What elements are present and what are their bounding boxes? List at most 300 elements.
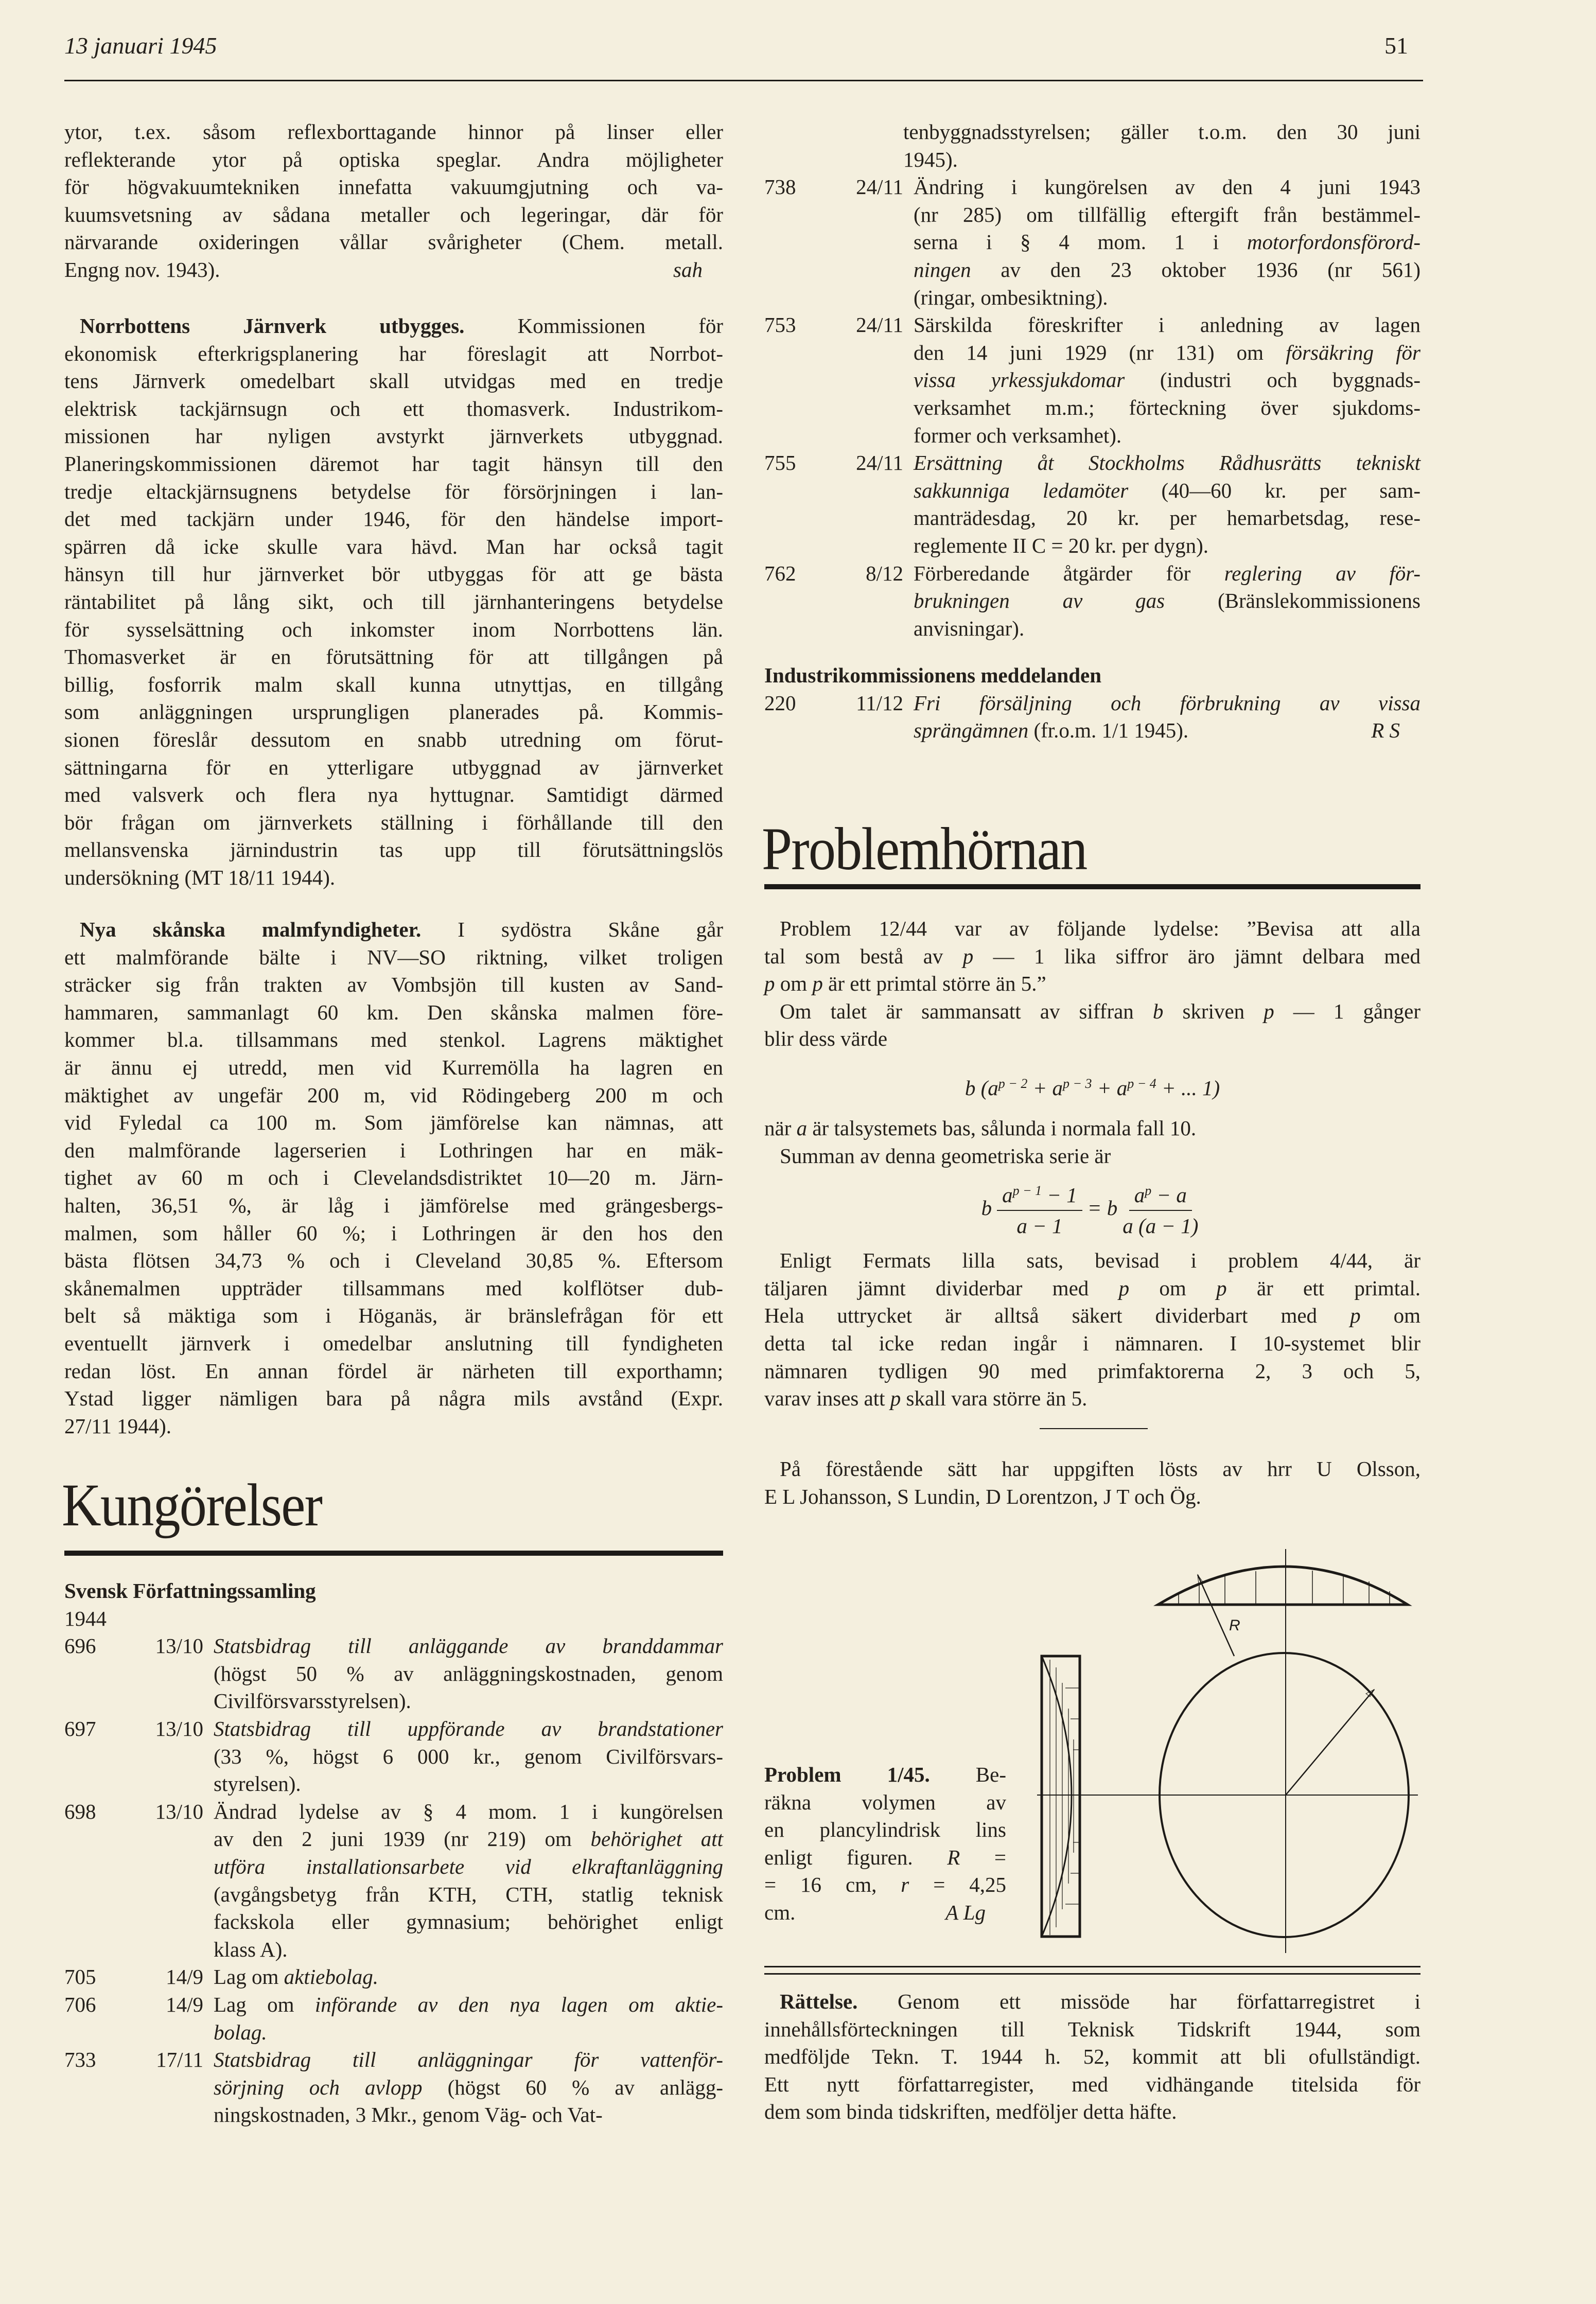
text-run: är ett primtal större än 5.”: [822, 972, 1046, 996]
rattelse-notice: [764, 1988, 1420, 2126]
text-run: elektrisk tackjärnsugn och ett thomasverk. Industrikom-: [64, 396, 723, 420]
text-run: former och verksamhet).: [914, 423, 1122, 447]
label-R: R: [1229, 1617, 1240, 1634]
text-line: [764, 1025, 1420, 1053]
text-run: bolag.: [214, 2020, 267, 2044]
article-norrbottens-jarnverk: [64, 312, 723, 891]
text-run: räntabilitet på lång sikt, och till järnhanteringens betydelse: [64, 589, 723, 613]
section-rule: [64, 1551, 723, 1556]
text-run: p: [764, 972, 775, 996]
text-run: anvisningar).: [914, 616, 1025, 640]
entry-date: 24/11: [856, 451, 903, 475]
text-run: sättningarna för en ytterligare utbyggnad av järnverket: [64, 755, 723, 779]
text-line: [764, 1483, 1420, 1511]
text-run: r: [901, 1873, 909, 1897]
text-run: Kommissionen för: [464, 314, 723, 338]
text-line: [914, 228, 1420, 256]
text-line: [214, 1881, 723, 1909]
text-run: Ystad ligger nämligen bara på några mils avstånd (Expr.: [64, 1386, 723, 1411]
text-line: [914, 201, 1420, 229]
text-line: [764, 2071, 1420, 2099]
entry-number: 753: [764, 313, 796, 337]
list-entry: [764, 173, 1420, 311]
problem-1-45: [764, 1761, 1006, 1927]
text-line: [214, 1632, 723, 1660]
radius-r-arrow: [1286, 1690, 1374, 1795]
text-line: [914, 615, 1420, 643]
text-run: billig, fosforrik malm skall kunna utnyttjas, en tillgång: [64, 672, 723, 696]
text-run: skriven: [1163, 999, 1264, 1023]
text-line: [64, 1220, 723, 1247]
text-line: [64, 228, 723, 256]
text-run: tighet av 60 m och i Clevelandsdistriktet 10—20 m. Järn-: [64, 1166, 723, 1190]
text-line: [64, 1247, 723, 1275]
sfs-heading: Svensk Författningssamling: [64, 1579, 316, 1603]
text-run: mellansvenska järnindustrin tas upp till förutsättningslös: [64, 838, 723, 862]
text-run: bästa flötsen 34,73 % och i Cleveland 30,85 %. Eftersom: [64, 1248, 723, 1273]
entry-date: 17/11: [156, 2048, 203, 2072]
text-run: — 1 lika siffror äro jämnt delbara med: [973, 944, 1420, 968]
text-run: ett malmförande bälte i NV—SO riktning, vilket troligen: [64, 945, 723, 969]
text-run: bör frågan om järnverkets ställning i förhållande till den: [64, 810, 723, 834]
text-run: Summan av denna geometriska serie är: [780, 1144, 1111, 1168]
text-run: p: [812, 972, 823, 996]
text-run: belt så mäktiga som i Höganäs, är bränslefrågan för ett: [64, 1304, 723, 1328]
entry-text: [214, 1798, 723, 1964]
text-line: [914, 366, 1420, 394]
sfs-entries-continued: [764, 173, 1420, 642]
text-run: klass A).: [214, 1937, 288, 1961]
text-line: [214, 1798, 723, 1826]
text-line: [914, 311, 1420, 339]
text-line: [764, 1816, 1006, 1844]
text-run: serna i § 4 mom. 1 i: [914, 230, 1247, 254]
text-line: [764, 1358, 1420, 1385]
text-run: p: [1216, 1276, 1227, 1300]
text-run: (33 %, högst 6 000 kr., genom Civilförsvars-: [214, 1744, 723, 1768]
text-line: [64, 781, 723, 809]
text-line: [64, 616, 723, 644]
text-run: Ersättning åt Stockholms Rådhusrätts tekniskt: [914, 451, 1420, 475]
text-line: [764, 1899, 1006, 1927]
text-line: [64, 916, 723, 944]
text-line: [914, 690, 1420, 717]
text-run: täljaren jämnt dividerbar med: [764, 1276, 1119, 1300]
text-run: Planeringskommissionen däremot har tagit hänsyn till den: [64, 451, 723, 476]
sfs-list: [64, 1577, 723, 2129]
formula-part: + ... 1): [1156, 1076, 1220, 1100]
text-run: Ändrad lydelse av § 4 mom. 1 i kungörelsen: [214, 1799, 723, 1823]
text-line: [64, 478, 723, 506]
text-run: är talsystemets bas, sålunda i normala fall 10.: [807, 1116, 1197, 1140]
formula-exponent: p: [1145, 1183, 1152, 1199]
industri-entries: [764, 690, 1420, 745]
text-line: [903, 146, 1420, 174]
formula-part: + a: [1027, 1076, 1063, 1100]
text-line: [764, 1844, 1006, 1872]
section-title-kungorelser: Kungörelser: [62, 1471, 322, 1539]
text-line: [64, 836, 723, 864]
text-run: (avgångsbetyg från KTH, CTH, statlig teknisk: [214, 1882, 723, 1906]
text-line: [214, 1825, 723, 1853]
formula-part: a: [1134, 1183, 1145, 1207]
formula-denominator: a − 1: [1016, 1214, 1063, 1238]
text-line: [64, 1275, 723, 1303]
list-entry: [764, 690, 1420, 745]
text-line: [764, 970, 1420, 998]
text-run: ytor, t.ex. såsom reflexborttagande hinnor på linser eller: [64, 120, 723, 144]
run-in-heading: Nya skånska malmfyndigheter.: [80, 918, 422, 941]
entry-number: 733: [64, 2048, 96, 2072]
text-line: [64, 1192, 723, 1220]
text-run: tal som bestå av: [764, 944, 963, 968]
text-run: Särskilda föreskrifter i anledning av lagen: [914, 313, 1420, 337]
text-line: [64, 726, 723, 754]
entry-text: [214, 1991, 723, 2046]
list-entry: [764, 560, 1420, 643]
text-run: undersökning (MT 18/11 1944).: [64, 865, 336, 889]
side-hatching: [1050, 1660, 1080, 1935]
text-line: [764, 2043, 1420, 2071]
text-run: p: [890, 1386, 901, 1411]
text-run: Lag om: [214, 1992, 315, 2016]
text-line: [64, 173, 723, 201]
text-run: innehållsförteckningen till Teknisk Tidskrift 1944, som: [764, 2017, 1420, 2041]
issue-date: 13 januari 1945: [64, 32, 217, 59]
text-run: fackskola eller gymnasium; behörighet enligt: [214, 1910, 723, 1934]
text-run: ningen: [914, 257, 971, 282]
problem-solution-intro: [764, 998, 1420, 1053]
fraction: [997, 1176, 1082, 1241]
lens-top-view: [1158, 1567, 1408, 1605]
text-line: [64, 864, 723, 892]
text-run: medföljde Tekn. T. 1944 h. 52, kommit att bli ofullständigt.: [764, 2045, 1420, 2069]
entry-date: 14/9: [166, 1992, 203, 2016]
entry-text: [914, 173, 1420, 311]
entry-number: 738: [764, 175, 796, 199]
lens-side-curve: [1042, 1656, 1072, 1937]
text-line: [64, 999, 723, 1027]
text-line: [764, 1455, 1420, 1483]
list-entry: [64, 1963, 723, 1991]
text-line: [64, 450, 723, 478]
text-run: motorfordonsförord-: [1247, 230, 1420, 254]
text-run: blir dess värde: [764, 1027, 888, 1051]
radius-R-arrow: [1198, 1575, 1234, 1656]
text-line: [64, 1413, 723, 1440]
entry-text: [914, 311, 1420, 449]
text-run: för sysselsättning och inkomster inom Norrbottens län.: [64, 617, 723, 641]
text-line: [64, 367, 723, 395]
text-run: sträcker sig från trakten av Vombsjön till kusten av Sand-: [64, 973, 723, 997]
text-line: [64, 146, 723, 174]
entry-text: [214, 2046, 723, 2129]
text-run: tredje eltackjärnsugnens betydelse för försörjningen i lan-: [64, 479, 723, 503]
text-run: för högvakuumtekniken innefatta vakuumgjutning och va-: [64, 175, 723, 199]
text-line: [914, 173, 1420, 201]
text-run: utföra installationsarbete vid elkraftanläggning: [214, 1854, 723, 1878]
text-run: sörjning och avlopp: [214, 2075, 423, 2099]
entry-date: 14/9: [166, 1965, 203, 1989]
text-line: [903, 118, 1420, 146]
sfs-list-continued: [764, 118, 1420, 642]
text-run: Hela uttrycket är alltså säkert dividerbart med: [764, 1304, 1351, 1328]
list-entry: [64, 1632, 723, 1715]
text-run: manträdesdag, 20 kr. per hemarbetsdag, rese-: [914, 506, 1420, 530]
text-run: Ett nytt författarregister, med vidhängande titelsida för: [764, 2072, 1420, 2096]
text-run: reflekterande ytor på optiska speglar. Andra möjligheter: [64, 147, 723, 171]
list-entry: [764, 449, 1420, 559]
text-line: [64, 533, 723, 561]
formula-part: b: [981, 1196, 992, 1220]
text-run: 1945).: [903, 147, 958, 171]
text-run: införande av den nya lagen om aktie-: [314, 1992, 723, 2016]
text-run: styrelsen).: [214, 1772, 301, 1796]
text-run: hammaren, sammanlagt 60 km. Den skånska malmen före-: [64, 1000, 723, 1024]
text-run: enligt figuren.: [764, 1845, 948, 1869]
text-line: [214, 1936, 723, 1964]
list-entry: [64, 1798, 723, 1964]
formula-exponent: p − 2: [998, 1076, 1028, 1091]
text-line: [214, 1660, 723, 1688]
text-run: p: [1118, 1276, 1130, 1300]
text-run: kommer bl.a. tillsammans med stenkol. Lagrens mäktighet: [64, 1028, 723, 1052]
text-run: när: [764, 1116, 797, 1140]
text-line: [214, 2101, 723, 2129]
text-line: [914, 532, 1420, 560]
text-run: (högst 50 % av anläggningskostnaden, genom: [214, 1661, 723, 1685]
text-line: [764, 1302, 1420, 1330]
text-run: Förberedande åtgärder för: [914, 561, 1224, 585]
text-line: [764, 2098, 1420, 2126]
lens-side-view: [1042, 1656, 1080, 1937]
entry-number: 705: [64, 1965, 96, 1989]
text-run: Statsbidrag till uppförande av brandstationer: [214, 1716, 723, 1740]
text-run: vid Fyledal ca 100 m. Som jämförelse kan nämnas, att: [64, 1111, 723, 1135]
text-line: [214, 1770, 723, 1798]
sfs-year: 1944: [64, 1606, 107, 1630]
entry-733-continuation: [903, 118, 1420, 173]
author-signature: R S: [1371, 718, 1400, 743]
section-title-problemhornan: Problemhörnan: [762, 815, 1087, 883]
text-line: [64, 698, 723, 726]
double-rule-top: [764, 1966, 1420, 1967]
entry-text: [214, 1715, 723, 1798]
text-line: [214, 1908, 723, 1936]
text-line: [64, 1358, 723, 1385]
text-run: verksamhet m.m.; förteckning över sjukdoms-: [914, 395, 1420, 419]
article-skanska-malmfyndigheter: [64, 916, 723, 1440]
page-number: 51: [1384, 32, 1408, 59]
entry-number: 220: [764, 691, 796, 715]
text-line: [64, 340, 723, 368]
text-run: malmen, som håller 60 %; i Lothringen är den hos den: [64, 1221, 723, 1245]
text-run: dem som binda tidskriften, medföljer detta häfte.: [764, 2100, 1177, 2124]
text-line: [764, 1275, 1420, 1303]
text-line: [214, 2046, 723, 2074]
formula-exponent: p − 1: [1012, 1183, 1042, 1199]
text-run: om: [775, 972, 813, 996]
text-run: av den 2 juni 1939 (nr 219) om: [214, 1827, 591, 1851]
text-line: [764, 1142, 1420, 1170]
text-line: [64, 671, 723, 699]
text-line: [914, 717, 1420, 745]
section-rule: [764, 884, 1420, 889]
text-line: [764, 1789, 1006, 1817]
text-line: [914, 284, 1420, 312]
text-line: [764, 1988, 1420, 2016]
text-line: [214, 2019, 723, 2047]
text-line: [64, 1026, 723, 1054]
text-line: [64, 1082, 723, 1110]
problem-12-44: [764, 915, 1420, 1413]
problem-statement: [764, 915, 1420, 998]
problem-sum-intro: [764, 1142, 1420, 1170]
text-line: [914, 394, 1420, 422]
text-run: (industri och byggnads-: [1125, 368, 1420, 392]
text-run: reglemente II C = 20 kr. per dygn).: [914, 533, 1209, 557]
text-run: (nr 285) om tillfällig eftergift från bestämmel-: [914, 202, 1420, 226]
text-line: [64, 256, 723, 284]
text-run: (ringar, ombesiktning).: [914, 285, 1108, 309]
text-line: [64, 971, 723, 999]
text-run: (högst 60 % av anlägg-: [422, 2075, 723, 2099]
text-run: = 4,25: [909, 1873, 1006, 1897]
formula-denominator: a (a − 1): [1123, 1214, 1199, 1238]
formula-series: [764, 1053, 1420, 1115]
text-run: Lag om: [214, 1965, 284, 1989]
entry-number: 697: [64, 1716, 96, 1740]
entry-text: [214, 1632, 723, 1715]
text-run: räkna volymen av: [764, 1790, 1006, 1814]
text-line: [64, 754, 723, 782]
text-line: [64, 809, 723, 837]
entry-text: [914, 560, 1420, 643]
run-in-heading: Problem 1/45.: [764, 1763, 930, 1786]
formula-exponent: p − 3: [1063, 1076, 1092, 1091]
text-run: Civilförsvarsstyrelsen).: [214, 1689, 411, 1713]
text-line: [64, 1330, 723, 1358]
text-run: om: [1129, 1276, 1217, 1300]
text-line: [64, 312, 723, 340]
entry-date: 8/12: [866, 561, 903, 585]
text-run: halten, 36,51 %, är låg i jämförelse med grängesbergs-: [64, 1193, 723, 1217]
formula-geometric-sum: [764, 1170, 1420, 1247]
text-line: [214, 1743, 723, 1771]
text-run: cm.: [764, 1900, 796, 1924]
text-run: tens Järnverk omedelbart skall utvidgas med en tredje: [64, 369, 723, 393]
text-run: a: [796, 1116, 808, 1140]
text-line: [914, 560, 1420, 588]
text-line: [914, 587, 1420, 615]
text-run: spärren då icke skulle vara hävd. Man har också tagit: [64, 534, 723, 558]
sfs-entries: [64, 1632, 723, 2129]
text-run: den malmförande lagerserien i Lothringen har en mäk-: [64, 1138, 723, 1162]
text-run: Ändring i kungörelsen av den 4 juni 1943: [914, 175, 1420, 199]
text-run: Be-: [929, 1763, 1007, 1786]
entry-text: [214, 1963, 723, 1991]
industri-list: [764, 662, 1420, 745]
formula-part: − 1: [1042, 1183, 1077, 1207]
text-line: [764, 915, 1420, 943]
author-signature: A Lg: [945, 1900, 986, 1924]
text-line: [64, 423, 723, 450]
text-run: Fri försäljning och förbrukning av vissa: [914, 691, 1420, 715]
double-rule-bottom: [764, 1973, 1420, 1975]
text-line: [914, 339, 1420, 367]
entry-date: 11/12: [856, 691, 903, 715]
formula-part: + a: [1092, 1076, 1128, 1100]
lens-figure: [1024, 1544, 1431, 1956]
text-line: [64, 1302, 723, 1330]
text-line: [64, 118, 723, 146]
entry-number: 706: [64, 1992, 96, 2016]
text-line: [914, 422, 1420, 450]
text-line: [64, 1385, 723, 1413]
entry-number: 755: [764, 451, 796, 475]
text-run: På förestående sätt har uppgiften lösts av hrr U Olsson,: [780, 1457, 1420, 1481]
text-line: [64, 505, 723, 533]
run-in-heading: Rättelse.: [780, 1990, 858, 2013]
text-line: [64, 1137, 723, 1165]
text-run: den 14 juni 1929 (nr 131) om: [914, 340, 1286, 364]
text-line: [64, 201, 723, 229]
text-line: [64, 1054, 723, 1082]
text-line: [64, 560, 723, 588]
text-run: sionen föreslår dessutom en snabb utredning om förut-: [64, 727, 723, 751]
text-line: [764, 943, 1420, 971]
text-run: — 1 gånger: [1274, 999, 1420, 1023]
entry-date: 13/10: [155, 1799, 203, 1823]
entry-number: 698: [64, 1799, 96, 1823]
text-line: [764, 998, 1420, 1026]
text-run: E L Johansson, S Lundin, D Lorentzon, J T och Ög.: [764, 1484, 1201, 1508]
text-line: [914, 504, 1420, 532]
text-run: (fr.o.m. 1/1 1945).: [1028, 718, 1189, 743]
text-run: ekonomisk efterkrigsplanering har föreslagit att Norrbot-: [64, 341, 723, 365]
text-run: p: [962, 944, 974, 968]
text-run: av den 23 oktober 1936 (nr 561): [971, 257, 1420, 282]
text-run: brukningen av gas: [914, 589, 1165, 613]
text-run: Engng nov. 1943).: [64, 257, 220, 282]
text-run: redan löst. En annan fördel är närheten till exporthamn;: [64, 1359, 723, 1383]
text-run: Genom ett missöde har författarregistret i: [857, 1990, 1420, 2013]
formula-part: = b: [1087, 1196, 1118, 1220]
text-line: [914, 477, 1420, 505]
entry-text: [914, 449, 1420, 559]
text-run: en plancylindrisk lins: [764, 1818, 1006, 1842]
entry-date: 13/10: [155, 1716, 203, 1740]
text-line: [764, 1115, 1420, 1142]
problem-base-note: [764, 1115, 1420, 1142]
text-run: =: [960, 1845, 1006, 1869]
text-line: [214, 1991, 723, 2019]
text-run: Statsbidrag till anläggningar för vattenför-: [214, 2048, 723, 2072]
text-line: [64, 944, 723, 972]
list-entry: [64, 1715, 723, 1798]
text-run: eventuellt järnverk i omedelbar anslutning till fyndigheten: [64, 1331, 723, 1355]
text-run: mäktighet av ungefär 200 m, vid Rödingeberg 200 m och: [64, 1083, 723, 1107]
text-line: [764, 1385, 1420, 1413]
text-run: är ännu ej utredd, men vid Kurremölla ha lagren en: [64, 1055, 723, 1079]
text-run: är ett primtal.: [1226, 1276, 1420, 1300]
text-run: det med tackjärn under 1946, för den händelse import-: [64, 507, 723, 531]
formula-part: a: [1002, 1183, 1013, 1207]
list-entry: [64, 1991, 723, 2046]
text-line: [214, 1687, 723, 1715]
text-line: [214, 1853, 723, 1881]
industri-heading: Industrikommissionens meddelanden: [764, 663, 1102, 687]
